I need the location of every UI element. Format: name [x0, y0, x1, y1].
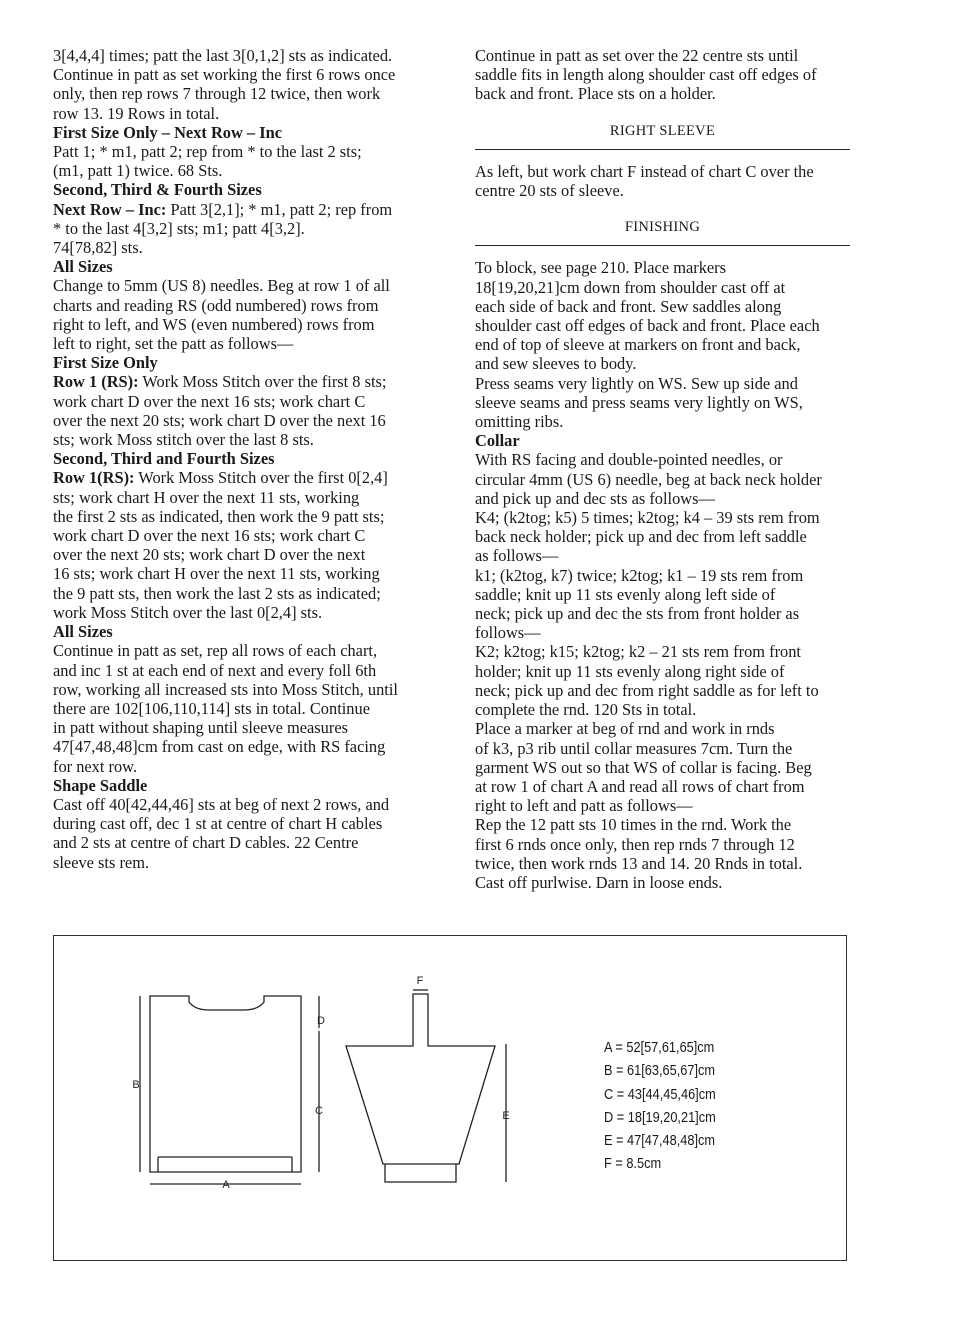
text-line: All Sizes [53, 622, 113, 642]
right-column [475, 46, 850, 892]
text-line: right to left and patt as follows— [475, 796, 693, 816]
text-line: Place a marker at beg of rnd and work in rnds [475, 719, 775, 739]
text-line: Collar [475, 431, 520, 451]
measurement-item: B = 61[63,65,67]cm [604, 1063, 716, 1080]
text-line: twice, then work rnds 13 and 14. 20 Rnds in total. [475, 853, 803, 873]
text-line: Continue in patt as set over the 22 centre sts until [475, 46, 799, 65]
text-line: K4; (k2tog; k5) 5 times; k2tog; k4 – 39 sts rem from [475, 508, 820, 528]
text-line: end of top of sleeve at markers on front and back, [475, 335, 801, 355]
text-line: row 13. 19 Rows in total. [53, 103, 220, 123]
text-line: All Sizes [53, 257, 113, 277]
label-b: B [132, 1079, 140, 1091]
text-run: Row 1(RS): [53, 468, 135, 488]
text-line [53, 372, 438, 391]
text-line: each side of back and front. Sew saddles along [475, 296, 782, 316]
text-line: First Size Only [53, 353, 158, 373]
text-line: Patt 1; * m1, patt 2; rep from * to the last 2 sts; [53, 142, 362, 162]
text-line: (m1, patt 1) twice. 68 Sts. [53, 161, 223, 181]
text-line: Rep the 12 patt sts 10 times in the rnd. Work the [475, 815, 792, 835]
text-line: there are 102[106,110,114] sts in total. Continue [53, 698, 370, 718]
schematic-diagram [53, 935, 847, 1261]
text-line: the 9 patt sts, then work the last 2 sts as indicated; [53, 583, 381, 603]
label-a: A [222, 1179, 230, 1191]
text-line: work chart D over the next 16 sts; work chart C [53, 526, 366, 546]
text-run: Next Row – Inc: [53, 199, 167, 219]
text-line: work Moss Stitch over the last 0[2,4] sts. [53, 602, 323, 622]
text-line: and 2 sts at centre of chart D cables. 22 Centre [53, 833, 359, 853]
text-line: left to right, set the patt as follows— [53, 334, 294, 354]
text-line: neck; pick up and dec the sts from front holder as [475, 604, 800, 624]
text-line: circular 4mm (US 6) needle, beg at back neck holder [475, 469, 822, 489]
text-line: With RS facing and double-pointed needles, or [475, 450, 783, 470]
text-line: for next row. [53, 756, 138, 776]
text-line: Shape Saddle [53, 775, 148, 795]
text-line: shoulder cast off edges of back and front. Place each [475, 316, 820, 336]
text-line: omitting ribs. [475, 412, 564, 432]
right-sleeve-heading: RIGHT SLEEVE [475, 122, 850, 150]
text-line: Second, Third & Fourth Sizes [53, 180, 262, 200]
text-line: holder; knit up 11 sts evenly along right side of [475, 661, 785, 681]
text-run: Patt 3[2,1]; * m1, patt 2; rep from [166, 199, 393, 219]
text-line: as follows— [475, 546, 559, 566]
text-line: first 6 rnds once only, then rep rnds 7 through 12 [475, 834, 795, 854]
text-line: 18[19,20,21]cm down from shoulder cast off at [475, 277, 786, 297]
text-line: row, working all increased sts into Moss Stitch, until [53, 679, 398, 699]
label-c: C [315, 1105, 323, 1117]
text-line: * to the last 4[3,2] sts; m1; patt 4[3,2]. [53, 218, 305, 238]
schematic-svg [54, 936, 848, 1262]
text-line: To block, see page 210. Place markers [475, 258, 726, 278]
text-line: right to left, and WS (even numbered) rows from [53, 314, 375, 334]
text-line: complete the rnd. 120 Sts in total. [475, 700, 697, 720]
text-line: sts; work chart H over the next 11 sts, working [53, 487, 360, 507]
text-line: charts and reading RS (odd numbered) rows from [53, 295, 379, 315]
text-line: sleeve seams and press seams very lightly on WS, [475, 392, 803, 412]
text-line: and sew sleeves to body. [475, 354, 637, 374]
text-line: the first 2 sts as indicated, then work the 9 patt sts; [53, 506, 385, 526]
text-line: 16 sts; work chart H over the next 11 sts, working [53, 564, 380, 584]
text-line: Press seams very lightly on WS. Sew up side and [475, 373, 798, 393]
text-line: 3[4,4,4] times; patt the last 3[0,1,2] sts as indicated. [53, 46, 393, 65]
measurement-item: E = 47[47,48,48]cm [604, 1133, 716, 1150]
text-run: Work Moss Stitch over the first 0[2,4] [134, 468, 388, 488]
text-line: over the next 20 sts; work chart D over the next [53, 545, 366, 565]
body-outline [150, 996, 301, 1172]
text-line: at row 1 of chart A and read all rows of chart from [475, 776, 805, 796]
finishing-text [475, 258, 850, 892]
text-line: Change to 5mm (US 8) needles. Beg at row 1 of all [53, 276, 390, 296]
text-line: saddle; knit up 11 sts evenly along left side of [475, 584, 776, 604]
text-line: over the next 20 sts; work chart D over the next 16 [53, 410, 386, 430]
text-line: and inc 1 st at each end of next and every foll 6th [53, 660, 377, 680]
text-line: Continue in patt as set, rep all rows of each chart, [53, 641, 378, 661]
text-line: back and front. Place sts on a holder. [475, 84, 716, 104]
text-line: k1; (k2tog, k7) twice; k2tog; k1 – 19 sts rem from [475, 565, 804, 585]
text-line: follows— [475, 623, 541, 643]
text-line: sts; work Moss stitch over the last 8 sts. [53, 430, 314, 450]
text-line: K2; k2tog; k15; k2tog; k2 – 21 sts rem from front [475, 642, 801, 662]
text-line: and pick up and dec sts as follows— [475, 488, 715, 508]
text-line: First Size Only – Next Row – Inc [53, 122, 282, 142]
label-e: E [502, 1110, 510, 1122]
text-line [53, 200, 438, 219]
left-column [53, 46, 438, 872]
text-run: Work Moss Stitch over the first 8 sts; [138, 372, 387, 392]
text-line: only, then rep rows 7 through 12 twice, then work [53, 84, 381, 104]
sleeve-outline [346, 994, 495, 1164]
text-line: neck; pick up and dec from right saddle as for left to [475, 680, 819, 700]
finishing-heading: FINISHING [475, 218, 850, 246]
saddle-continuation [475, 46, 850, 104]
text-line: work chart D over the next 16 sts; work chart C [53, 391, 366, 411]
sleeve-cuff [385, 1164, 456, 1182]
measurement-legend [604, 1037, 716, 1177]
text-line: centre 20 sts of sleeve. [475, 181, 624, 201]
text-line: sleeve sts rem. [53, 852, 150, 872]
text-line: 47[47,48,48]cm from cast on edge, with RS facing [53, 737, 386, 757]
text-line: back neck holder; pick up and dec from left saddle [475, 527, 807, 547]
text-line: during cast off, dec 1 st at centre of chart H cables [53, 814, 383, 834]
text-line: of k3, p3 rib until collar measures 7cm. Turn the [475, 738, 793, 758]
text-line: in patt without shaping until sleeve measures [53, 718, 348, 738]
text-line: Cast off purlwise. Darn in loose ends. [475, 872, 723, 892]
right-sleeve-text [475, 162, 850, 200]
measurement-item: C = 43[44,45,46]cm [604, 1086, 716, 1103]
measurement-item: F = 8.5cm [604, 1156, 662, 1173]
label-f: F [416, 975, 424, 987]
text-run: Row 1 (RS): [53, 372, 139, 392]
text-line: saddle fits in length along shoulder cast off edges of [475, 65, 817, 85]
measurement-item: A = 52[57,61,65]cm [604, 1040, 715, 1056]
text-line: Continue in patt as set working the first 6 rows once [53, 65, 396, 85]
text-line: garment WS out so that WS of collar is facing. Beg [475, 757, 812, 777]
measurement-item: D = 18[19,20,21]cm [604, 1109, 716, 1126]
text-line [53, 468, 438, 487]
text-line: Second, Third and Fourth Sizes [53, 449, 275, 469]
text-line: As left, but work chart F instead of chart C over the [475, 161, 814, 181]
label-d: D [317, 1015, 325, 1027]
text-line: 74[78,82] sts. [53, 238, 143, 258]
text-line: Cast off 40[42,44,46] sts at beg of next 2 rows, and [53, 794, 390, 814]
